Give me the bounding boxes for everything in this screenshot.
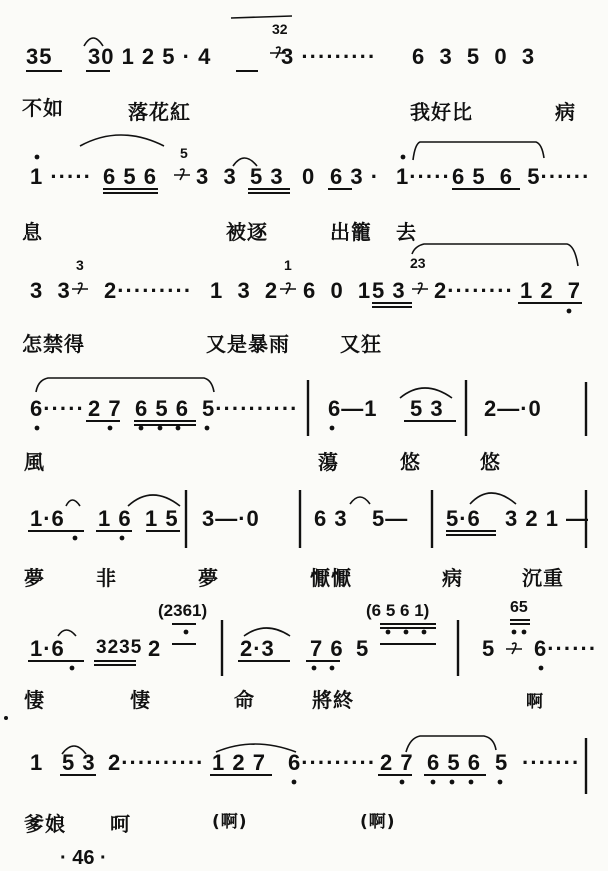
row2-notes-d: 5 3	[250, 164, 284, 189]
octave-dot	[158, 426, 163, 431]
row7-notes-f: 2 7	[380, 750, 414, 775]
octave-dot	[330, 426, 335, 431]
row1-grace: 32	[272, 21, 288, 37]
slur	[84, 38, 103, 46]
slur	[231, 16, 292, 18]
row5-notes-e: 6 3	[314, 506, 348, 531]
row2-lyric-2: 被逐	[226, 220, 268, 244]
row6-lyric-3: 命	[234, 688, 255, 712]
row7-notes-i: ·······	[522, 750, 581, 775]
row3-notes-b: 2·········	[104, 278, 193, 303]
row6-notes-b: 3235	[96, 637, 143, 658]
octave-dot	[108, 426, 113, 431]
slur	[470, 493, 516, 504]
row1-notes-c: 3 ·········	[281, 44, 377, 69]
row2-notes-g: 1·····	[396, 164, 451, 189]
stray-dot	[4, 716, 8, 720]
row1-lyric-2: 落花紅	[128, 100, 191, 124]
row5-notes-d: 3—·0	[202, 506, 260, 531]
row4-lyric-2: 蕩	[318, 450, 339, 474]
row4-notes-e: 6—1	[328, 396, 378, 421]
octave-dot	[404, 630, 409, 635]
row6-grace-3: 65	[510, 599, 528, 616]
octave-dot	[431, 780, 436, 785]
grace-hook	[506, 643, 522, 654]
row7-lyric-1: 爹娘	[24, 812, 66, 836]
grace-hook	[280, 283, 296, 294]
octave-dot	[312, 666, 317, 671]
row7-notes-a: 1	[30, 750, 44, 775]
underline	[172, 620, 530, 628]
octave-dot	[292, 780, 297, 785]
row2-notes-h: 6 5 6 5······	[452, 164, 591, 189]
row5-lyric-6: 沉重	[522, 566, 564, 590]
row1-notes-d: 6 3 5 0 3	[412, 44, 536, 69]
octave-dot	[139, 426, 144, 431]
row6-notes-g: 5	[482, 636, 496, 661]
row5-lyric-3: 夢	[198, 566, 219, 590]
row7-notes-c: 2··········	[108, 750, 205, 775]
slur	[62, 746, 86, 754]
row6-notes-f: 5	[356, 636, 370, 661]
slur	[244, 628, 290, 636]
octave-dot	[386, 630, 391, 635]
row3-grace-3: 23	[410, 255, 426, 271]
row3-notes-a: 3 3	[30, 278, 71, 303]
slur	[233, 158, 257, 166]
row1-lyric-4: 病	[555, 100, 576, 124]
row3-lyric-3: 又狂	[340, 332, 382, 356]
octave-dot	[498, 780, 503, 785]
row3-lyric-1: 怎禁得	[22, 332, 85, 356]
row5-notes-g: 5·6	[446, 506, 481, 531]
row5-lyric-2: 非	[96, 566, 117, 590]
row3-notes-e: 5 3	[372, 278, 406, 303]
row6-notes-e: 7 6	[310, 636, 344, 661]
page-number: · 46 ·	[60, 847, 107, 869]
slur	[128, 495, 180, 506]
octave-dot	[512, 630, 517, 635]
grace-hook	[72, 283, 88, 294]
row1-lyric-3: 我好比	[410, 100, 473, 124]
underline	[103, 189, 520, 193]
octave-dot	[567, 309, 572, 314]
row7-notes-e: 6·········	[288, 750, 377, 775]
row4-notes-c: 6 5 6	[135, 396, 189, 421]
slur	[400, 388, 452, 398]
row7-notes-b: 5 3	[62, 750, 96, 775]
row2-notes-b: 6 5 6	[103, 164, 157, 189]
row3-notes-g: 1 2 7	[520, 278, 582, 303]
row1-lyric-1: 不如	[22, 96, 64, 120]
underline	[28, 661, 340, 665]
octave-dot	[450, 780, 455, 785]
octave-dot	[400, 780, 405, 785]
row6-grace-2: (6 5 6 1)	[366, 601, 430, 620]
row5-notes-h: 3 2 1 —	[505, 506, 590, 531]
underline	[372, 303, 582, 307]
octave-dot	[120, 536, 125, 541]
slur	[413, 142, 544, 160]
row4-notes-g: 2—·0	[484, 396, 542, 421]
row6-notes-d: 2·3	[240, 636, 275, 661]
row2-grace: 5	[180, 145, 188, 161]
row4-lyric-4: 悠	[480, 450, 501, 474]
row7-lyric-4: (啊)	[360, 812, 396, 832]
row4-notes-d: 5··········	[202, 396, 299, 421]
row2-notes-f: 6 3 ·	[330, 164, 380, 189]
octave-dot	[176, 426, 181, 431]
row3-notes-f: 2········	[434, 278, 514, 303]
row2-lyric-4: 去	[396, 220, 417, 244]
row6-lyric-1: 悽	[24, 688, 45, 712]
slur	[412, 244, 578, 266]
row4-notes-a: 6·····	[30, 396, 85, 421]
octave-dot	[70, 666, 75, 671]
slur	[406, 736, 496, 752]
row6-notes-a: 1·6	[30, 636, 65, 661]
row7-lyric-3: (啊)	[212, 812, 248, 832]
row3-notes-c: 1 3 2	[210, 278, 279, 303]
row1-notes-a: 35	[26, 44, 53, 69]
row7-lyric-2: 呵	[110, 812, 131, 836]
row3-lyric-2: 又是暴雨	[206, 332, 290, 356]
octave-dot	[35, 155, 40, 160]
octave-dot	[539, 666, 544, 671]
row2-notes-a: 1 ·····	[30, 164, 92, 189]
row3-grace-2: 1	[284, 257, 292, 273]
row5-lyric-5: 病	[442, 566, 463, 590]
row6-lyric-4: 將終	[312, 688, 354, 712]
octave-dot	[73, 536, 78, 541]
grace-hook	[270, 47, 286, 58]
row4-lyric-1: 風	[24, 450, 45, 474]
octave-dot	[184, 630, 189, 635]
slur	[80, 135, 164, 146]
row7-notes-h: 5	[495, 750, 509, 775]
row5-lyric-4: 懨懨	[310, 566, 352, 590]
slur	[36, 378, 214, 392]
row7-notes-g: 6 5 6	[427, 750, 481, 775]
row5-notes-c: 1 5	[145, 506, 179, 531]
underline	[28, 531, 496, 535]
row2-lyric-1: 息	[22, 220, 43, 244]
row2-lyric-3: 出籠	[330, 220, 372, 244]
octave-dot	[422, 630, 427, 635]
octave-dot	[401, 155, 406, 160]
row3-grace-1: 3	[76, 257, 84, 273]
underline	[86, 421, 456, 425]
grace-hook	[412, 283, 428, 294]
row5-lyric-1: 夢	[24, 566, 45, 590]
slur	[216, 744, 296, 752]
octave-dot	[205, 426, 210, 431]
octave-dot	[522, 630, 527, 635]
slur	[66, 500, 80, 506]
row1-notes-b: 30 1 2 5 · 4	[88, 44, 212, 69]
row6-grace-1: (2361)	[158, 601, 208, 620]
octave-dot	[330, 666, 335, 671]
row4-notes-f: 5 3	[410, 396, 444, 421]
row6-notes-c: 2	[148, 636, 162, 661]
row2-notes-e: 0	[302, 164, 316, 189]
row5-notes-b: 1 6	[98, 506, 132, 531]
row6-lyric-2: 悽	[130, 688, 151, 712]
row3-notes-d: 6 0 1	[303, 278, 372, 303]
slur	[350, 497, 370, 504]
grace-hook	[174, 169, 190, 180]
row6-lyric-5: 啊	[526, 692, 544, 712]
octave-dot	[469, 780, 474, 785]
octave-dot	[35, 426, 40, 431]
row5-notes-a: 1·6	[30, 506, 65, 531]
row2-notes-c: 3 3	[196, 164, 237, 189]
row7-notes-d: 1 2 7	[212, 750, 266, 775]
row4-notes-b: 2 7	[88, 396, 122, 421]
row4-lyric-3: 悠	[400, 450, 421, 474]
slur	[58, 630, 76, 636]
row5-notes-f: 5—	[372, 506, 409, 531]
row6-notes-h: 6······	[534, 636, 598, 661]
